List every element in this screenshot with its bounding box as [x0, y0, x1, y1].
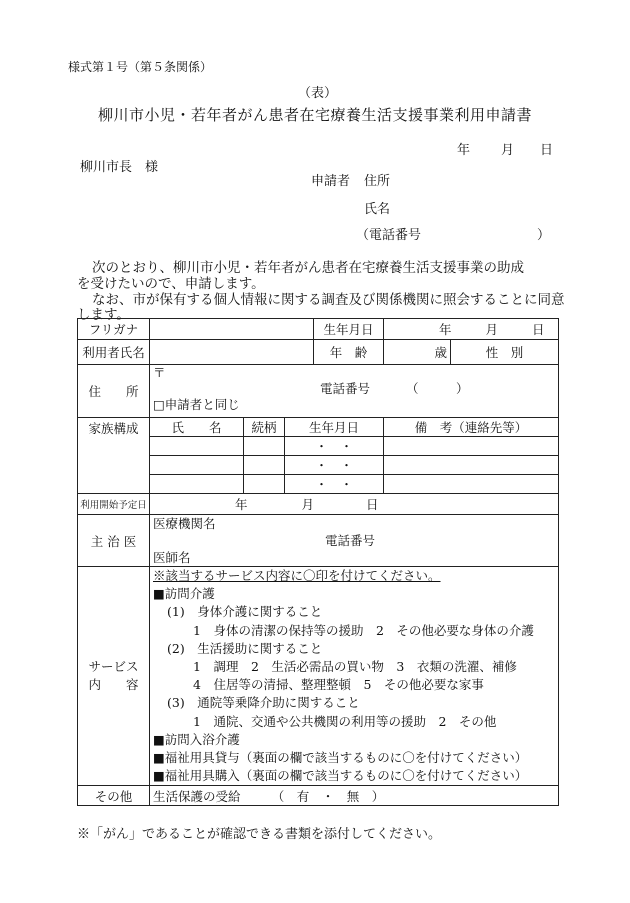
date-day: 日	[540, 143, 554, 158]
sex-label: 性 別	[451, 340, 559, 365]
birth-field[interactable]	[384, 319, 559, 340]
date-month: 月	[501, 143, 515, 158]
welfare-field[interactable]: 生活保護の受給 （ 有 ・ 無 ）	[150, 786, 559, 806]
age-unit: 歳	[434, 345, 448, 360]
form-title: 柳川市小児・若年者がん患者在宅療養生活支援事業利用申請書	[98, 106, 533, 124]
service-sub3: (3) 通院等乗降介助に関すること	[167, 695, 360, 711]
family-name-field[interactable]	[150, 475, 244, 494]
user-name-field[interactable]	[150, 340, 314, 365]
doctor-label: 主 治 医	[78, 515, 150, 567]
addressee: 柳川市長 様	[80, 160, 159, 175]
birth-year: 年	[439, 322, 452, 337]
user-name-label: 利用者氏名	[78, 340, 150, 365]
table-row	[78, 456, 559, 475]
doctor-field[interactable]	[150, 515, 559, 567]
date-year: 年	[457, 143, 471, 158]
start-year: 年	[235, 497, 248, 512]
service-content	[150, 567, 559, 786]
family-note-field[interactable]	[384, 437, 559, 456]
service-note: ※該当するサービス内容に〇印を付けてください。	[153, 568, 441, 583]
birth-day: 日	[532, 322, 545, 337]
family-relation-field[interactable]	[244, 456, 285, 475]
body-line-3: なお、市が保有する個人情報に関する調査及び関係機関に照会することに同意	[92, 292, 565, 308]
institution-label: 医療機関名	[153, 516, 216, 531]
postal-mark: 〒	[153, 365, 166, 380]
service-rental[interactable]: ■福祉用具貸与（裏面の欄で該当するものに〇を付けてください）	[153, 750, 528, 766]
table-row	[78, 437, 559, 456]
other-label: その他	[78, 786, 150, 806]
service-sub2-items-a[interactable]: 1 調理 2 生活必需品の買い物 3 衣類の洗濯、補修	[193, 659, 517, 675]
service-label-line-2: 内 容	[88, 677, 139, 693]
table-row	[78, 475, 559, 494]
family-header-birth: 生年月日	[285, 418, 384, 437]
applicant-address-label: 住所	[364, 174, 391, 189]
age-label: 年 齢	[314, 340, 384, 365]
family-name-field[interactable]	[150, 437, 244, 456]
doctor-name-label: 医師名	[153, 550, 191, 565]
body-line-1: 次のとおり、柳川市小児・若年者がん患者在宅療養生活支援事業の助成	[92, 260, 524, 276]
family-birth-field[interactable]: ・ ・	[285, 456, 384, 475]
applicant-phone-close: ）	[537, 228, 551, 243]
family-relation-field[interactable]	[244, 475, 285, 494]
service-purchase[interactable]: ■福祉用具購入（裏面の欄で該当するものに〇を付けてください）	[153, 768, 528, 784]
family-label: 家族構成	[78, 418, 150, 494]
family-birth-field[interactable]: ・ ・	[285, 437, 384, 456]
family-header-name: 氏 名	[150, 418, 244, 437]
applicant-name-label: 氏名	[364, 202, 391, 217]
body-line-2: を受けたいので、申請します。	[77, 276, 265, 292]
start-month: 月	[301, 497, 315, 512]
applicant-label: 申請者	[311, 174, 351, 189]
service-sub1-items[interactable]: 1 身体の清潔の保持等の援助 2 その他必要な身体の介護	[193, 622, 534, 638]
doctor-phone-label: 電話番号	[325, 533, 376, 548]
birth-month: 月	[485, 322, 499, 337]
form-number: 様式第１号（第５条関係）	[68, 60, 213, 74]
service-home-care[interactable]: ■訪問介護	[153, 586, 215, 602]
address-phone-label: 電話番号	[320, 381, 371, 396]
furigana-label: フリガナ	[78, 319, 150, 340]
family-name-field[interactable]	[150, 456, 244, 475]
start-day: 日	[366, 497, 379, 512]
address-label: 住 所	[78, 365, 150, 418]
furigana-field[interactable]	[150, 319, 314, 340]
address-phone-paren: （ ）	[406, 381, 469, 396]
start-date-field[interactable]	[150, 494, 559, 515]
service-label-line-1: サービス	[88, 659, 139, 675]
form-side-label: （表）	[298, 86, 338, 101]
family-note-field[interactable]	[384, 456, 559, 475]
same-as-applicant-checkbox[interactable]: □申請者と同じ	[153, 397, 240, 412]
address-field[interactable]	[150, 365, 559, 418]
footer-note: ※「がん」であることが確認できる書類を添付してください。	[77, 827, 442, 842]
service-sub1: (1) 身体介護に関すること	[167, 604, 323, 620]
family-birth-field[interactable]: ・ ・	[285, 475, 384, 494]
family-note-field[interactable]	[384, 475, 559, 494]
start-date-label: 利用開始予定日	[78, 494, 150, 515]
service-sub2: (2) 生活援助に関すること	[167, 640, 323, 656]
body-line-4: します。	[77, 307, 130, 323]
service-sub3-items[interactable]: 1 通院、交通や公共機関の利用等の援助 2 その他	[193, 713, 497, 729]
applicant-phone-label: （電話番号	[356, 228, 422, 243]
age-field[interactable]	[384, 340, 451, 365]
service-bath[interactable]: ■訪問入浴介護	[153, 731, 240, 747]
family-relation-field[interactable]	[244, 437, 285, 456]
service-label	[78, 567, 150, 786]
service-sub2-items-b[interactable]: 4 住居等の清掃、整理整頓 5 その他必要な家事	[193, 677, 484, 693]
family-header-relation: 続柄	[244, 418, 285, 437]
birth-label: 生年月日	[314, 319, 384, 340]
family-header-note: 備 考（連絡先等）	[384, 418, 559, 437]
application-table	[77, 318, 559, 806]
